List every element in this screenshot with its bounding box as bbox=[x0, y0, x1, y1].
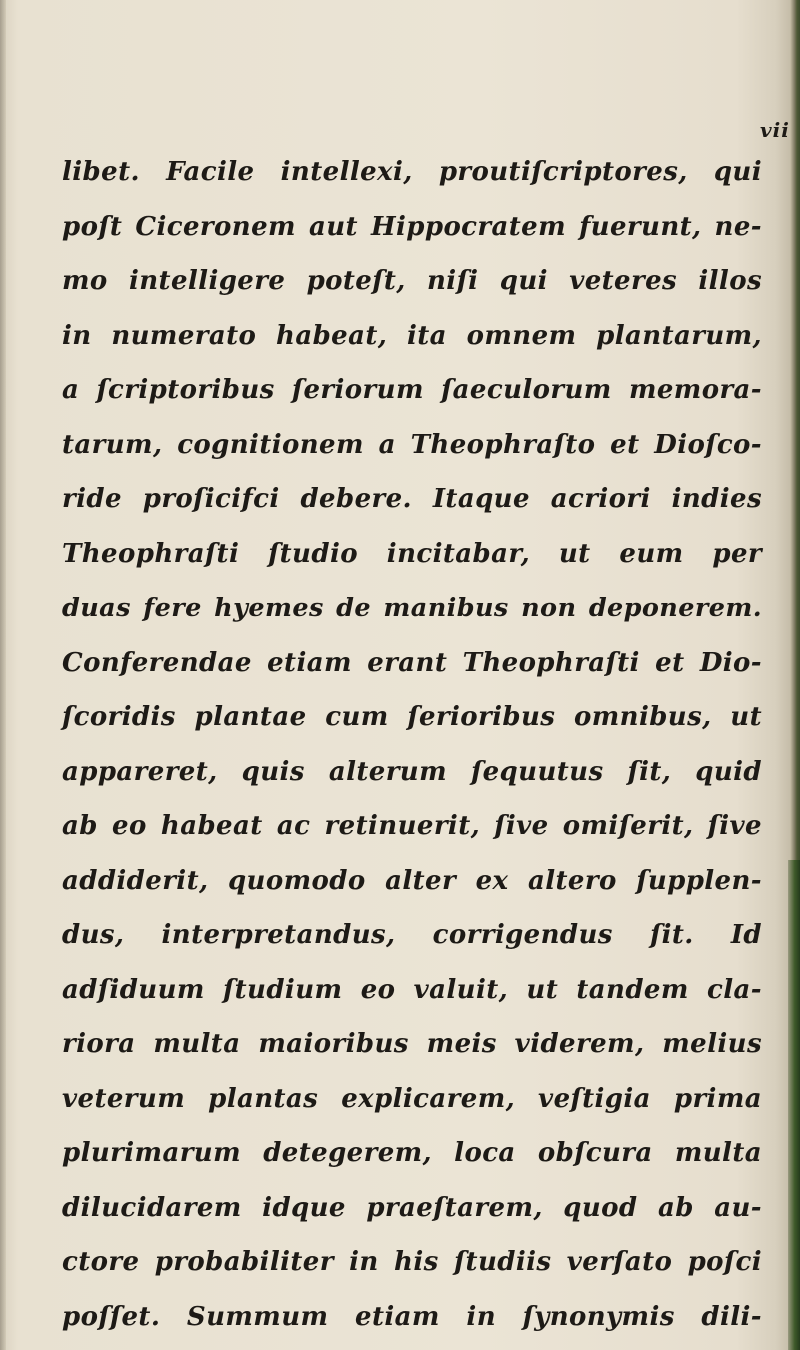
text-line: plurimarum detegerem, loca obſcura multa bbox=[62, 1138, 762, 1168]
text-line: libet. Facile intellexi, proutiſcriptores, qui bbox=[62, 157, 762, 187]
text-line: Conferendae etiam erant Theophraſti et Dio- bbox=[62, 647, 762, 678]
page-right-edge-shadow bbox=[788, 860, 800, 1350]
text-line: poſſet. Summum etiam in ſynonymis dili- bbox=[62, 1301, 762, 1332]
page-number: vii bbox=[760, 118, 790, 142]
text-line: poſt Ciceronem aut Hippocratem fuerunt, ne- bbox=[62, 211, 762, 242]
text-line: ride proſicifci debere. Itaque acriori indies bbox=[62, 484, 762, 514]
text-line: Theophraſti ſtudio incitabar, ut eum per bbox=[62, 538, 762, 569]
text-line: a ſcriptoribus ſeriorum ſaeculorum memora- bbox=[62, 375, 762, 405]
text-line: ſcoridis plantae cum ſerioribus omnibus, ut bbox=[62, 702, 762, 732]
text-line: in numerato habeat, ita omnem plantarum, bbox=[62, 320, 762, 351]
body-text bbox=[62, 145, 762, 1344]
text-line: appareret, quis alterum ſequutus ſit, quid bbox=[62, 756, 762, 787]
text-line: riora multa maioribus meis viderem, melius bbox=[62, 1029, 762, 1059]
text-line: dus, interpretandus, corrigendus ſit. Id bbox=[62, 920, 762, 950]
text-line: veterum plantas explicarem, veſtigia prima bbox=[62, 1083, 762, 1114]
text-line: ctore probabiliter in his ſtudiis verſato poſci bbox=[62, 1247, 762, 1277]
text-line: ab eo habeat ac retinuerit, ſive omiſerit, ſive bbox=[62, 811, 762, 841]
text-line: adſiduum ſtudium eo valuit, ut tandem cla- bbox=[62, 974, 762, 1005]
text-line: addiderit, quomodo alter ex altero ſupplen- bbox=[62, 865, 762, 896]
text-line: tarum, cognitionem a Theophraſto et Dioſco- bbox=[62, 429, 762, 460]
page-left-edge bbox=[0, 0, 6, 1350]
text-line: mo intelligere poteſt, niſi qui veteres illos bbox=[62, 266, 762, 296]
text-line: duas fere hyemes de manibus non deponerem. bbox=[62, 593, 762, 623]
text-line: dilucidarem idque praeſtarem, quod ab au- bbox=[62, 1192, 762, 1223]
